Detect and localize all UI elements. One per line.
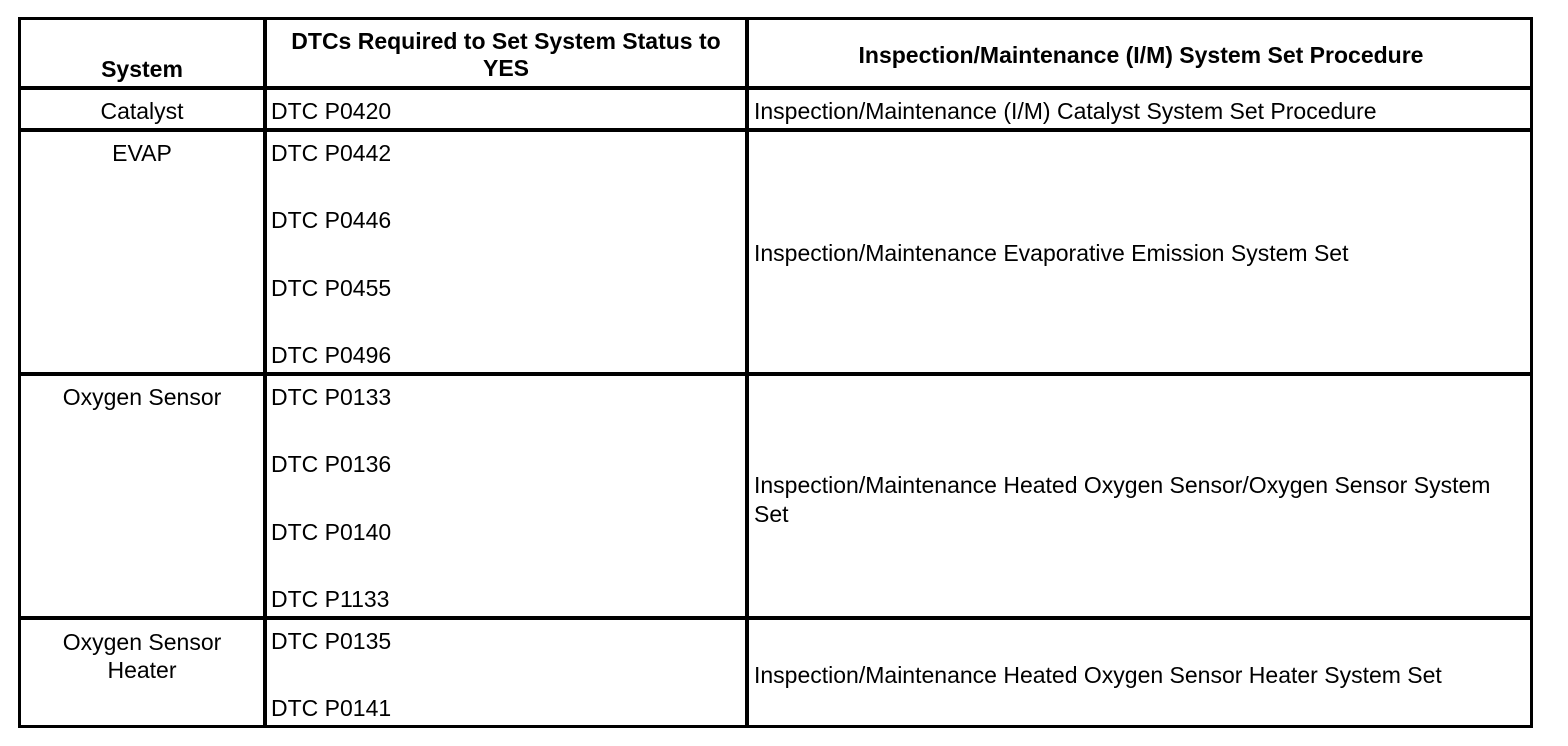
procedure-cell: Inspection/Maintenance Heated Oxygen Sensor Heater System Set [754, 662, 1442, 688]
dtc-code: DTC P0496 [271, 342, 392, 368]
dtc-code: DTC P0455 [271, 275, 392, 301]
header-dtcs: DTCs Required to Set System Status to YES [291, 28, 721, 81]
row-divider [21, 86, 1530, 90]
dtc-system-status-table [18, 17, 1533, 728]
system-cell: Catalyst [100, 98, 184, 124]
row-divider [21, 616, 1530, 620]
system-cell: Oxygen Sensor Heater [62, 629, 222, 683]
dtc-code: DTC P0133 [271, 384, 392, 410]
dtc-code: DTC P0136 [271, 451, 392, 477]
row-divider [21, 372, 1530, 376]
dtc-code: DTC P0135 [271, 628, 392, 654]
procedure-cell: Inspection/Maintenance Heated Oxygen Sensor/Oxygen Sensor System Set [754, 472, 1491, 527]
procedure-cell: Inspection/Maintenance Evaporative Emission System Set [754, 240, 1349, 266]
system-cell: Oxygen Sensor [62, 384, 222, 410]
dtc-code: DTC P1133 [271, 586, 390, 612]
dtc-code: DTC P0442 [271, 140, 392, 166]
row-divider [21, 128, 1530, 132]
system-cell: EVAP [112, 140, 172, 166]
header-system: System [101, 56, 183, 82]
dtc-code: DTC P0446 [271, 207, 392, 233]
dtc-code: DTC P0140 [271, 519, 392, 545]
header-procedure: Inspection/Maintenance (I/M) System Set Procedure [858, 42, 1424, 68]
procedure-cell: Inspection/Maintenance (I/M) Catalyst System Set Procedure [754, 98, 1377, 124]
dtc-code: DTC P0420 [271, 98, 392, 124]
dtc-code: DTC P0141 [271, 695, 392, 721]
